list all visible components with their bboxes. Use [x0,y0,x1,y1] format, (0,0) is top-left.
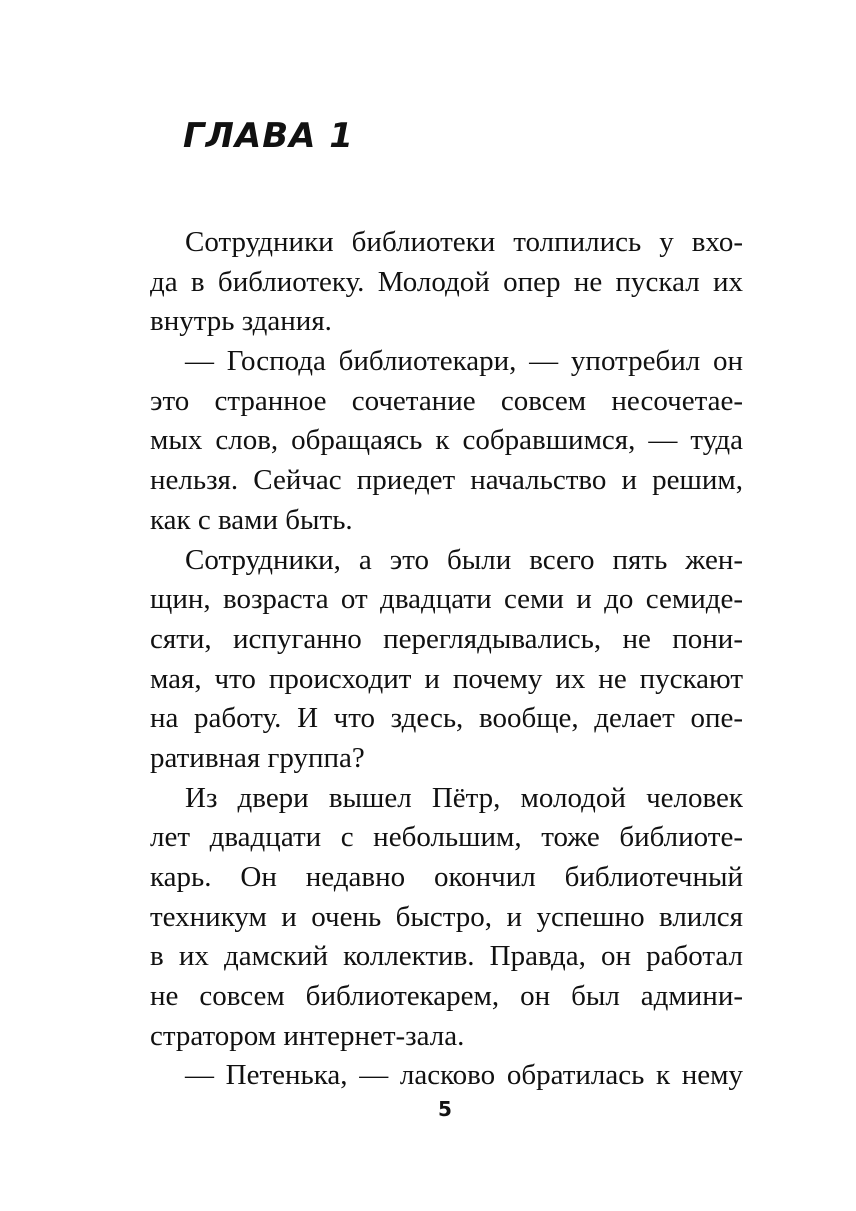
text-line: нельзя. Сейчас приедет начальство и решим, [150,464,743,497]
page-number: 5 [438,1097,452,1121]
text-line: щин, возраста от двадцати семи и до семиде- [150,583,743,616]
text-line: мая, что происходит и почему их не пускают [150,662,743,695]
text-line: да в библиотеку. Молодой опер не пускал их [150,265,743,298]
chapter-title: ГЛАВА 1 [183,116,354,156]
text-line: как с вами быть. [150,503,353,536]
text-line: Сотрудники библиотеки толпились у вхо- [185,226,743,258]
text-line: это странное сочетание совсем несочетае- [150,384,743,417]
text-line: стратором интернет-зала. [150,1019,465,1052]
text-line: Из двери вышел Пётр, молодой человек [185,781,743,814]
text-line: мых слов, обращаясь к собравшимся, — туда [150,424,743,457]
text-line: лет двадцати с небольшим, тоже библиоте- [150,821,743,854]
text-line: сяти, испуганно переглядывались, не пони- [150,622,743,655]
text-line: — Петенька, — ласково обратилась к нему [185,1059,743,1092]
body-text [150,223,743,1096]
text-line: — Господа библиотекари, — употребил он [185,345,743,378]
text-line: не совсем библиотекарем, он был админи- [150,980,743,1013]
text-line: карь. Он недавно окончил библиотечный [150,861,743,893]
text-line: Сотрудники, а это были всего пять жен- [185,543,743,576]
text-line: внутрь здания. [150,305,332,338]
text-line: ративная группа? [150,741,365,774]
text-line: на работу. И что здесь, вообще, делает опе- [150,702,743,735]
text-line: в их дамский коллектив. Правда, он работал [150,940,743,973]
text-line: техникум и очень быстро, и успешно влился [150,900,743,933]
